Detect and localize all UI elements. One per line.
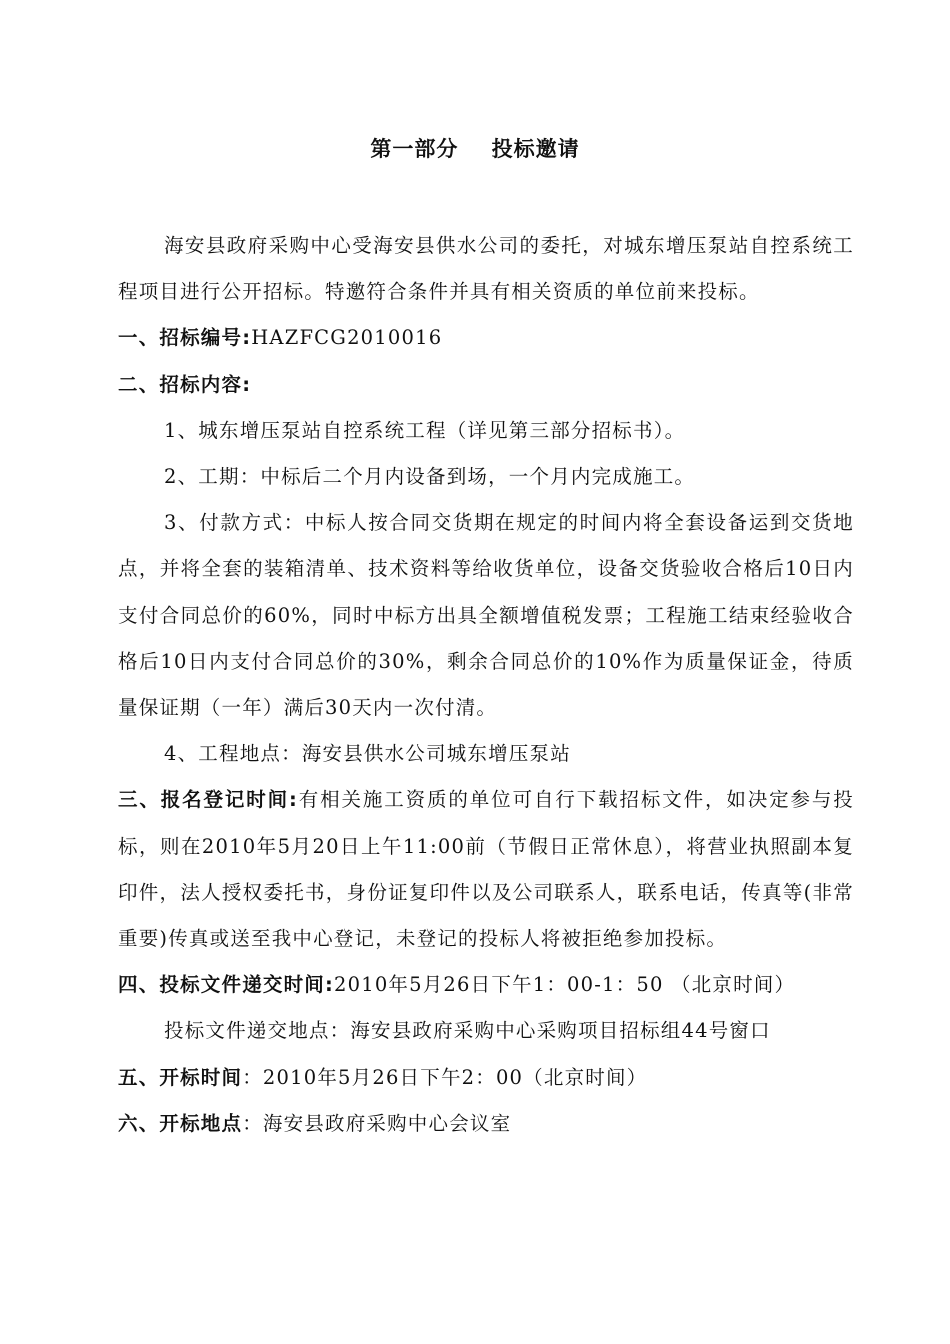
bid-content-item: 1、城东增压泵站自控系统工程（详见第三部分招标书）。 bbox=[164, 418, 686, 442]
document-body bbox=[118, 223, 854, 1147]
opening-location-heading: 六、开标地点 bbox=[118, 1111, 243, 1135]
intro-paragraph: 海安县政府采购中心受海安县供水公司的委托，对城东增压泵站自控系统工程项目进行公开招标。特邀符合条件并具有相关资质的单位前来投标。 bbox=[118, 234, 854, 304]
page-title: 第一部分 投标邀请 bbox=[370, 137, 580, 161]
bid-number-heading: 一、招标编号: bbox=[118, 326, 252, 350]
registration-text: 有相关施工资质的单位可自行下载招标文件，如决定参与投标，则在2010年5月20日上午11:00前（节假日正常休息），将营业执照副本复印件，法人授权委托书，身份证复印件以及公司联系人，联系电话，传真等(非常重要)传真或送至我中心登记，未登记的投标人将被拒绝参加投标。 bbox=[118, 788, 854, 951]
section-bid-number bbox=[118, 315, 854, 361]
submission-heading: 四、投标文件递交时间: bbox=[118, 973, 334, 997]
opening-location-text: ：海安县政府采购中心会议室 bbox=[242, 1111, 512, 1135]
opening-time-text: ：2010年5月26日下午2：00（北京时间） bbox=[242, 1065, 648, 1089]
registration-heading: 三、报名登记时间: bbox=[118, 788, 299, 812]
bid-content-heading: 二、招标内容: bbox=[118, 372, 252, 396]
section-opening-location bbox=[118, 1101, 854, 1147]
bid-content-item: 3、付款方式：中标人按合同交货期在规定的时间内将全套设备运到交货地点，并将全套的装箱清单、技术资料等给收货单位，设备交货验收合格后10日内支付合同总价的60%，同时中标方出具全额增值税发票；工程施工结束经验收合格后10日内支付合同总价的30%，剩余合同总价的10%作为质量保证金，待质量保证期（一年）满后30天内一次付清。 bbox=[118, 511, 854, 720]
section-registration-time bbox=[118, 777, 854, 962]
bid-content-item: 4、工程地点：海安县供水公司城东增压泵站 bbox=[164, 742, 571, 766]
bid-number-value: HAZFCG2010016 bbox=[251, 326, 443, 350]
section-submission-time bbox=[118, 962, 854, 1008]
opening-time-heading: 五、开标时间 bbox=[118, 1065, 243, 1089]
bid-content-item: 2、工期：中标后二个月内设备到场，一个月内完成施工。 bbox=[164, 465, 696, 489]
submission-location: 投标文件递交地点：海安县政府采购中心采购项目招标组44号窗口 bbox=[164, 1019, 771, 1043]
section-opening-time bbox=[118, 1055, 854, 1101]
submission-time-text: 2010年5月26日下午1：00-1：50 （北京时间） bbox=[334, 973, 796, 997]
section-bid-content bbox=[118, 362, 854, 408]
